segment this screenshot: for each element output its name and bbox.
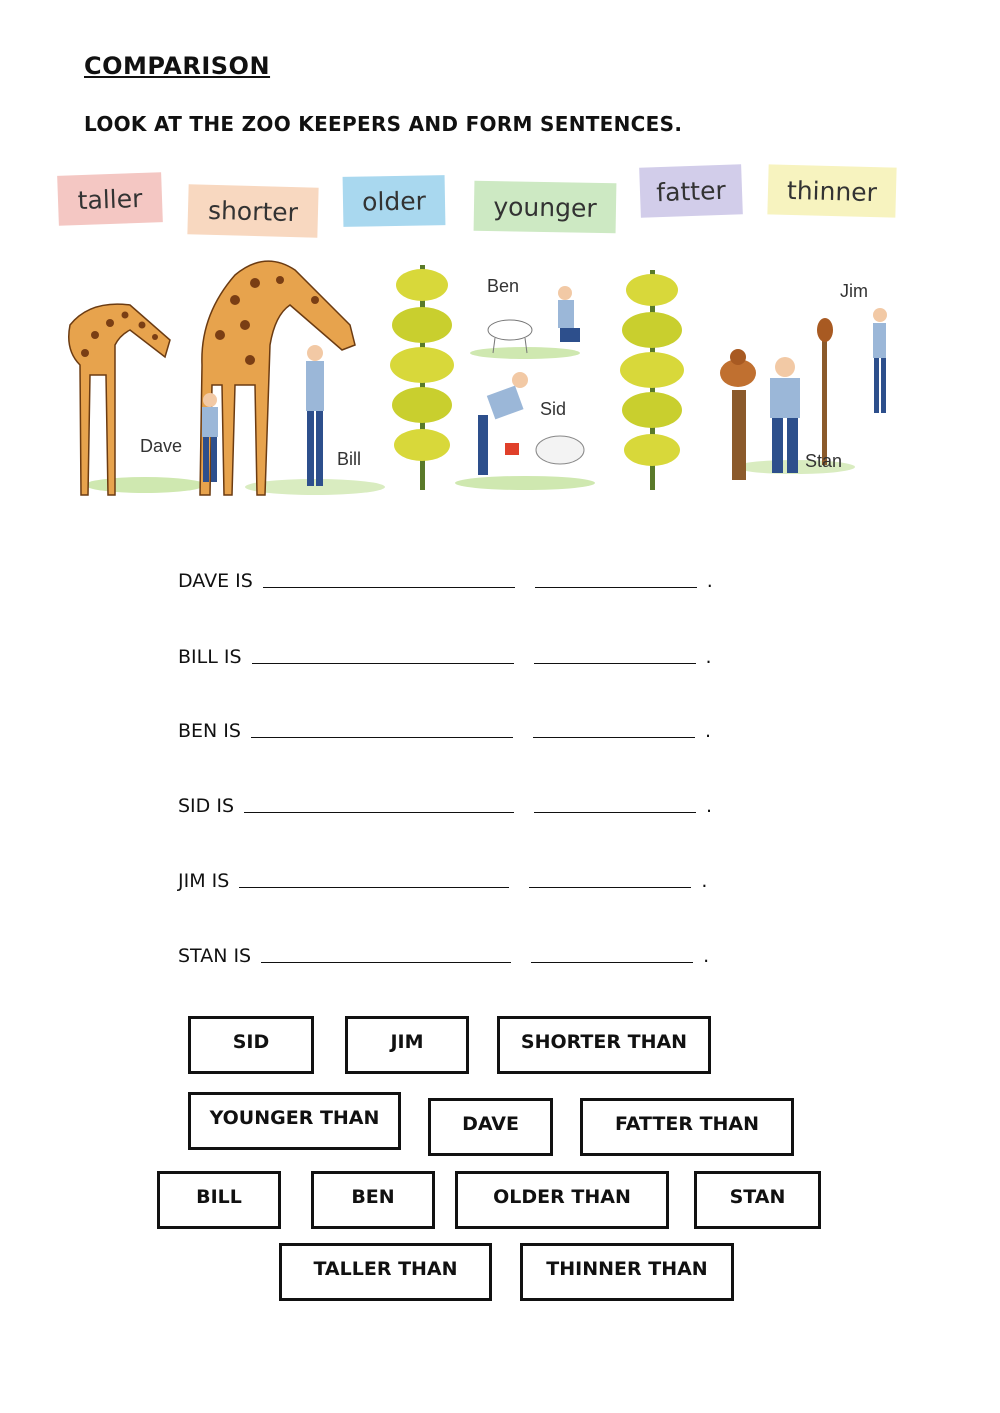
- sentence-sid: SID IS .: [178, 795, 713, 817]
- answer-blank-2[interactable]: [534, 663, 696, 664]
- keeper-bill-icon: [306, 345, 324, 486]
- sentence-jim: JIM IS .: [178, 870, 708, 892]
- answer-blank-2[interactable]: [533, 737, 695, 738]
- keeper-stan-icon: [770, 357, 800, 473]
- sentence-dave: DAVE IS .: [178, 570, 713, 592]
- giraffe-tall-icon: [200, 261, 355, 495]
- sentence-label: DAVE IS: [178, 570, 253, 592]
- word-card-jim[interactable]: JIM: [345, 1016, 469, 1074]
- answer-blank-1[interactable]: [252, 663, 514, 664]
- label-bill: Bill: [337, 449, 362, 469]
- giraffe-small-icon: [69, 304, 170, 495]
- answer-blank-2[interactable]: [531, 962, 693, 963]
- answer-blank-2[interactable]: [535, 587, 697, 588]
- word-tag-fatter: fatter: [639, 164, 743, 218]
- label-jim: Jim: [840, 281, 868, 301]
- tree-right-icon: [620, 270, 684, 490]
- sentence-label: SID IS: [178, 795, 234, 817]
- sentence-label: BILL IS: [178, 646, 242, 668]
- sentence-label: BEN IS: [178, 720, 241, 742]
- word-card-older-than[interactable]: OLDER THAN: [455, 1171, 669, 1229]
- keeper-ben-with-goat-icon: [488, 286, 580, 353]
- word-card-bill[interactable]: BILL: [157, 1171, 281, 1229]
- word-card-shorter-than[interactable]: SHORTER THAN: [497, 1016, 711, 1074]
- page-title: COMPARISON: [84, 52, 271, 80]
- word-card-ben[interactable]: BEN: [311, 1171, 435, 1229]
- word-card-stan[interactable]: STAN: [694, 1171, 821, 1229]
- keeper-jim-icon: [873, 308, 887, 413]
- instructions: LOOK AT THE ZOO KEEPERS AND FORM SENTENCES.: [84, 112, 683, 136]
- zoo-keepers-illustration: [50, 245, 910, 510]
- answer-blank-1[interactable]: [263, 587, 515, 588]
- sentence-ben: BEN IS .: [178, 720, 712, 742]
- word-card-younger-than[interactable]: YOUNGER THAN: [188, 1092, 401, 1150]
- sentence-bill: BILL IS .: [178, 646, 712, 668]
- label-sid: Sid: [540, 399, 567, 419]
- answer-blank-1[interactable]: [251, 737, 513, 738]
- sentence-label: JIM IS: [178, 870, 230, 892]
- word-card-thinner-than[interactable]: THINNER THAN: [520, 1243, 734, 1301]
- word-tag-younger: younger: [474, 181, 617, 233]
- sentence-stan: STAN IS .: [178, 945, 710, 967]
- word-card-dave[interactable]: DAVE: [428, 1098, 553, 1156]
- word-card-taller-than[interactable]: TALLER THAN: [279, 1243, 492, 1301]
- label-ben: Ben: [487, 276, 520, 296]
- answer-blank-1[interactable]: [261, 962, 511, 963]
- label-stan: Stan: [805, 451, 843, 471]
- answer-blank-1[interactable]: [239, 887, 509, 888]
- word-card-sid[interactable]: SID: [188, 1016, 314, 1074]
- sentence-label: STAN IS: [178, 945, 252, 967]
- tree-left-icon: [390, 265, 454, 490]
- answer-blank-2[interactable]: [529, 887, 691, 888]
- word-tag-shorter: shorter: [187, 184, 318, 237]
- answer-blank-2[interactable]: [534, 812, 696, 813]
- label-dave: Dave: [140, 436, 183, 456]
- word-tag-older: older: [343, 175, 446, 227]
- word-tag-taller: taller: [57, 172, 163, 226]
- word-tag-thinner: thinner: [767, 164, 896, 217]
- word-card-fatter-than[interactable]: FATTER THAN: [580, 1098, 794, 1156]
- monkey-on-stump-icon: [720, 349, 756, 480]
- answer-blank-1[interactable]: [244, 812, 514, 813]
- monkey-on-pole-icon: [817, 318, 833, 465]
- keeper-sid-with-lamb-icon: [478, 372, 584, 475]
- zoo-scene: [50, 245, 910, 510]
